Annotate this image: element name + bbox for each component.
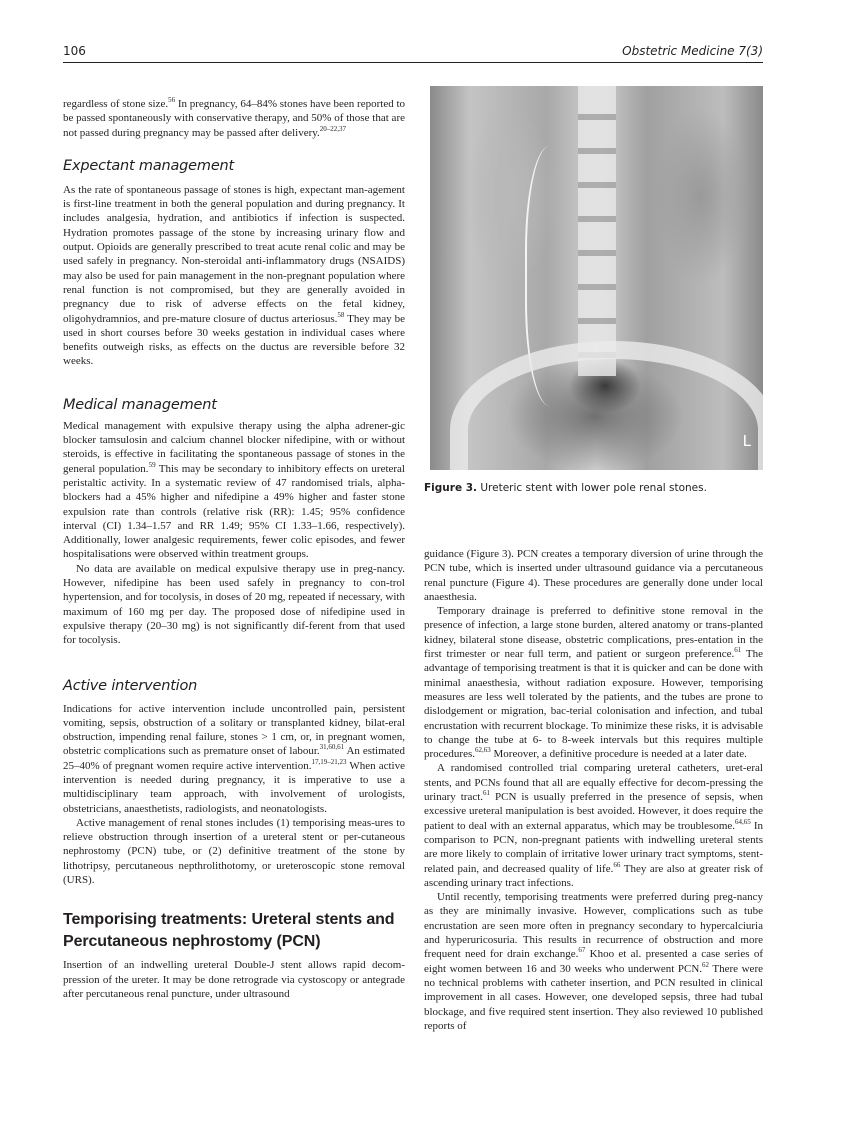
citation-reference: 62 bbox=[702, 960, 710, 969]
paragraph bbox=[63, 97, 405, 140]
text-segment: The advantage of temporising treatment is that it is quicker and can be done with minimal anaesthesia, without radiation exposure. However, temporising measures are less well tolerated by the patients, and the tubes are prone to dislodgement or migration, bac-terial colonisation and infection, and tubal encrustation with recurrent blockage. To minimize these risks, it is advisable to change the tube at 6- to 8-week intervals but this requires multiple procedures. bbox=[424, 648, 763, 761]
citation-reference: 56 bbox=[168, 96, 176, 104]
paragraph bbox=[424, 890, 763, 1033]
citation-reference: 66 bbox=[613, 860, 621, 869]
heading-expectant-management: Expectant management bbox=[63, 157, 235, 174]
text-segment: A randomised controlled trial comparing ureteral catheters, uret-eral stents, and PCNs found that all are equally effective for decom-pressing the urinary tract. bbox=[424, 762, 763, 804]
paragraph bbox=[424, 547, 763, 604]
text-segment: Medical management with expulsive therapy using the alpha adrener-gic blocker tamsulosin and calcium channel blocker nifedipine, with or without steroids, is effective in facilitating the spontaneous passage of stones in the general population. bbox=[63, 419, 405, 475]
paragraph bbox=[424, 604, 763, 761]
paragraph bbox=[63, 816, 405, 887]
figure-caption bbox=[424, 482, 707, 494]
expectant-section bbox=[63, 183, 405, 369]
citation-reference: 61 bbox=[483, 789, 491, 798]
left-column bbox=[63, 97, 405, 1001]
citation-reference: 67 bbox=[578, 946, 586, 955]
text-segment: There were no technical problems with catheter insertion, and PCN resulted in clinical improvement in all cases. However, one developed sepsis, three had tubal blockage, and five required stent insertion. They also reviewed 10 published reports of bbox=[424, 962, 763, 1032]
paragraph bbox=[63, 419, 405, 562]
text-segment: Temporary drainage is preferred to definitive stone removal in the presence of infection, a large stone burden, altered anatomy or trans-planted kidney, bilateral stone disease, obstetric complications, pres-entation in the first trimester or near full term, and patient or surgeon preference. bbox=[424, 605, 763, 661]
text-segment: They are also at greater risk of ascending urinary tract infections. bbox=[424, 862, 763, 889]
citation-reference: 62,63 bbox=[475, 746, 491, 755]
heading-active-intervention: Active intervention bbox=[63, 677, 198, 694]
citation-reference: 20–22,37 bbox=[319, 124, 347, 133]
citation-reference: 58 bbox=[337, 310, 345, 319]
text-segment: This may be secondary to inhibitory effects on ureteral peristaltic activity. In a systematic review of 47 randomised trials, alpha-blockers had a 45% higher and nifedipine a 49% higher and faster stone expulsion rate than controls (relative risk (RR): 1.45; 95% confidence interval (CI) 1.34–1.57 and RR 1.49; 95% CI 1.33–1.66, respectively). Additionally, lower analgesic requirements, fewer colic episodes, and fewer hospitalisations were observed within treatment groups. bbox=[63, 462, 405, 561]
text-segment: An estimated 25–40% of pregnant women require active intervention. bbox=[63, 745, 405, 772]
text-segment: regardless of stone size. bbox=[63, 98, 169, 110]
figure-caption-text: Ureteric stent with lower pole renal stones. bbox=[480, 482, 707, 494]
figure-label: Figure 3. bbox=[424, 482, 478, 494]
heading-medical-management: Medical management bbox=[63, 396, 217, 413]
page-number: 106 bbox=[63, 44, 86, 58]
text-segment: Until recently, temporising treatments were preferred during preg-nancy as they are minimally invasive. However, complications such as tube encrustation are seen more often in pregnancy secondary to hypercalciuria and hyperuricosuria. This results in recurrence of obstruction and more frequent need for drain exchange. bbox=[424, 891, 763, 961]
medical-section bbox=[63, 419, 405, 648]
text-segment: Indications for active intervention include uncontrolled pain, persistent vomiting, sepsis, obstruction of a solitary or transplanted kidney, bilat-eral obstruction, impending renal failure, stones > 1 cm, or, in pregnant women, obstetric complications such as premature onset of labour. bbox=[63, 702, 405, 758]
text-segment: PCN is usually preferred in the presence of sepsis, when excessive ureteral manipulation is best avoided. However, it does require the patient to deal with an external apparatus, which may be troublesome. bbox=[424, 791, 763, 832]
text-segment: No data are available on medical expulsive therapy use in preg-nancy. However, nifedipine has been used safely in pregnancy to con-trol hypertension, and for tocolysis, in doses of 20 mg, repeated if necessary, with maximum of 160 mg per day. The proposed dose of nifedipine used in expulsive therapy (20–30 mg) is not significantly dif-ferent from that used for tocolysis. bbox=[63, 562, 405, 647]
text-segment: As the rate of spontaneous passage of stones is high, expectant man-agement is first-line treatment in both the general population and during pregnancy. It includes analgesia, hydration, and antibiotics if infection is suspected. Hydration promotes passage of the stone by increasing urinary flow and output. Opioids are generally prescribed to treat acute renal colic and may be used safely in pregnancy. Non-steroidal anti-inflammatory drugs (NSAIDS) may also be used for pain management in the non-pregnant population where renal function is not compromised, but they are generally avoided in pregnancy due to risk of adverse effects on the fetal kidney, oligohydramnios, and pre-mature closure of ductus arteriosus. bbox=[63, 183, 405, 325]
text-segment: In comparison to PCN, non-pregnant patients with indwelling ureteral stents are more likely to complain of irritative lower urinary tract symptoms, stent-related pain, and decreased quality of life. bbox=[424, 819, 763, 875]
citation-reference: 59 bbox=[148, 460, 156, 469]
header-rule bbox=[63, 62, 763, 63]
paragraph bbox=[63, 183, 405, 369]
text-segment: In pregnancy, 64–84% stones have been reported to be passed spontaneously with conservative therapy, and 50% of those that are not passed during pregnancy may be passed after delivery. bbox=[63, 98, 406, 139]
text-segment: Khoo et al. presented a case series of eight women between 16 and 30 weeks who underwent PCN. bbox=[424, 948, 763, 975]
text-segment: When active intervention is needed during pregnancy, it is imperative to use a multidisciplinary team approach, with involvement of urologists, obstetricians, anaesthetists, radiologists, and neonatologists. bbox=[63, 759, 405, 815]
intro-section bbox=[63, 97, 405, 140]
citation-reference: 61 bbox=[734, 646, 742, 655]
text-segment: They may be used in short courses before 30 weeks gestation in individual cases where benefits outweigh risks, as effects on the ductus are reversible before 32 weeks. bbox=[63, 312, 405, 368]
text-segment: Active management of renal stones includes (1) temporising meas-ures to relieve obstruction through insertion of a ureteral stent or per-cutaneous nephrostomy (PCN) tube, or (2) definitive treatment of the stone by lithotripsy, percutaneous nepthrolithotomy, or ureteroscopic stone removal (URS). bbox=[63, 816, 405, 887]
heading-temporising-treatments: Temporising treatments: Ureteral stents and Percutaneous nephrostomy (PCN) bbox=[63, 911, 395, 951]
paragraph bbox=[63, 958, 405, 1001]
right-column-text bbox=[424, 547, 763, 1033]
text-segment: Insertion of an indwelling ureteral Double-J stent allows rapid decom-pression of the ureter. It may be done retrograde via cystoscopy or antegrade after percutaneous renal puncture, under ultrasound bbox=[63, 959, 405, 1000]
active-section bbox=[63, 702, 405, 888]
paragraph bbox=[63, 562, 405, 648]
temporising-section bbox=[63, 958, 405, 1001]
text-segment: guidance (Figure 3). PCN creates a temporary diversion of urine through the PCN tube, which is inserted under ultrasound guidance via a percutaneous renal puncture (Figure 4). These procedures are generally done under local anaesthesia. bbox=[424, 548, 763, 603]
text-segment: Moreover, a definitive procedure is needed at a later date. bbox=[490, 748, 747, 761]
citation-reference: 17,19–21,23 bbox=[311, 757, 347, 766]
side-marker: L bbox=[742, 432, 751, 450]
paragraph bbox=[424, 761, 763, 890]
journal-title: Obstetric Medicine 7(3) bbox=[622, 44, 763, 58]
citation-reference: 64,65 bbox=[735, 817, 751, 826]
xray-figure-image bbox=[430, 86, 763, 470]
paragraph bbox=[63, 702, 405, 816]
citation-reference: 31,60,61 bbox=[319, 743, 345, 752]
pelvis-shape bbox=[450, 341, 763, 470]
